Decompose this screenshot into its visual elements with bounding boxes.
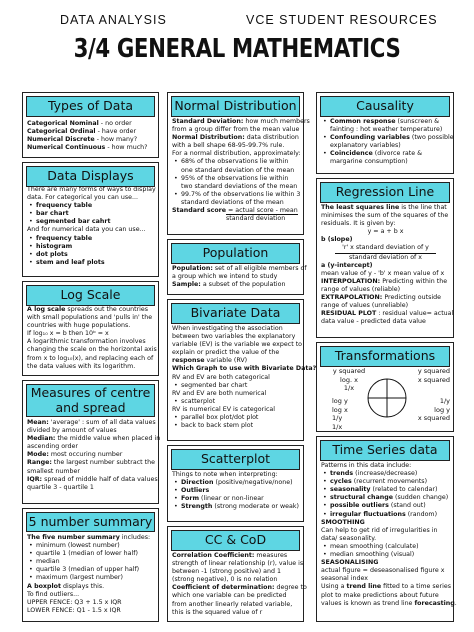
scatterplot-body: Things to note when interpreting: • Direction (positive/negative/none) • Outliers • Form (linear or non-linear • Strength (strong moderate or weak) — [172, 471, 300, 511]
text-line: smallest number — [27, 467, 80, 475]
text-line: A logarithmic transformation involves — [27, 338, 146, 346]
text-line: If log₁₀ x = b then 10ᵇ = x — [27, 330, 109, 338]
text-line: changing the scale on the horizontal axis — [27, 346, 157, 354]
text-line: Categorical Ordinal - have order — [27, 128, 137, 136]
causality-card — [316, 92, 454, 174]
list-item: • quartile 1 (median of lower half) — [27, 550, 155, 558]
text-line: with small populations and 'pulls in' the — [27, 314, 153, 322]
text-line: Numerical Continuous - how much? — [27, 144, 148, 152]
list-item: • mean smoothing (calculate) — [321, 543, 450, 551]
scatterplot-heading: Scatterplot — [171, 449, 300, 470]
numerical-intro: And for numerical data you can use... — [27, 226, 146, 234]
causality-body — [321, 118, 454, 167]
text-line: from another linearly related variable, — [172, 600, 293, 608]
list-item: • Confounding variables (two possible explanatory variables) — [321, 134, 450, 150]
text-line: Mode: most occuring number — [27, 451, 123, 459]
list-item: • 68% of the observations lie within one standard deviation of the mean — [172, 158, 300, 174]
text-line: When investigating the association — [172, 325, 283, 332]
text-line: countries with huge populations. — [27, 322, 131, 330]
list-item: • Form (linear or non-linear — [172, 495, 300, 503]
text-line: data value - predicted data value — [321, 318, 426, 326]
standard-score-formula: Standard score = actual score - mean — [172, 207, 298, 215]
list-item: • 99.7% of the observations lie within 3 standard deviations of the mean — [172, 191, 300, 207]
text-line: A log scale spreads out the countries — [27, 306, 149, 313]
text-line: (strong negative), 0 is no relation — [172, 576, 278, 584]
five-number-card — [22, 508, 159, 622]
types-of-data-heading: Types of Data — [26, 96, 155, 117]
text-line: Mean: 'average' : sum of all data values — [27, 419, 156, 426]
text-line: this is the squared value of r — [172, 608, 263, 616]
regression-body: The least squares line is the line that minimises the sum of the squares of the residuals. It is given by: y = a + b x b (slope) 'r' x standard deviation of y standard deviation of x a (y-intercept) mean value of y - 'b' x mean value of x INTERPOLATION: Predicting within the range of values (reliable) EXTRAPOLATION: Predicting outside range of values (unreliable) RESIDUAL PLOT : residual value= actual data value - predicted data value — [321, 204, 454, 326]
text-line: a group which we intend to study — [172, 273, 278, 281]
time-series-body: Patterns in this data include: • trends (increase/decrease) • cycles (recurrent movements) • seasonality (related to calendar) • structural change (sudden change) • possible outliers (stand out) • irregular fluctuations (random) SMOOTHING Can help to get rid of irregularities in data/ seasonality. • mean smoothing (calculate) • median smoothing (visual) SEASONALISING actual figure = deseasonalised figure x seasonal index Using a trend line fitted to a time series plot to make predictions about future values is known as trend line forecasting. — [321, 462, 450, 608]
list-item: • maximum (largest number) — [27, 574, 155, 582]
list-item: • frequency table — [27, 202, 155, 210]
five-number-body: The five number summary includes: • minimum (lowest number) • quartile 1 (median of lower half) • median • quartile 3 (median of upper half) • maximum (largest number) A boxplot displays this. To find outliers... UPPER FENCE: Q3 + 1.5 x IQR LOWER FENCE: Q1 - 1.5 x IQR — [27, 534, 155, 615]
transform-top-left: y squared log. x 1/x — [332, 367, 366, 393]
text-line: Sample: a subset of the population — [172, 281, 286, 289]
text-line: divided by amount of values — [27, 427, 117, 435]
text-line: Normal Distribution: data distribution — [172, 134, 299, 142]
centre-spread-card — [22, 380, 159, 504]
text-line: minimises the sum of the squares of the — [321, 212, 449, 220]
list-item: • minimum (lowest number) — [27, 542, 155, 550]
text-line: which one variable can be predicted — [172, 592, 287, 600]
regression-card — [316, 178, 454, 338]
text-line: Range: the largest number subtract the — [27, 459, 155, 467]
text-line: RESIDUAL PLOT : residual value= actual — [321, 310, 454, 318]
list-item: • irregular fluctuations (random) — [321, 511, 450, 519]
log-scale-body — [27, 306, 155, 371]
text-line: Population: set of all eligible members of — [172, 265, 307, 272]
causality-heading: Causality — [320, 96, 450, 117]
transformations-card — [316, 342, 454, 432]
transform-bottom-left: log y log x 1/y 1/x — [332, 397, 348, 431]
data-displays-intro-2: data. For categorical you can use... — [27, 194, 138, 202]
centre-spread-body — [27, 419, 161, 492]
scatterplot-card — [167, 445, 304, 522]
data-displays-card — [22, 162, 159, 277]
list-item: • scatterplot — [172, 398, 300, 406]
centre-spread-heading: Measures of centre and spread — [26, 384, 155, 417]
list-item: • segmented bar cahrt — [27, 218, 155, 226]
text-line: response variable (RV) — [172, 357, 248, 365]
transformations-body — [321, 367, 450, 431]
text-line: EXTRAPOLATION: Predicting outside — [321, 294, 441, 302]
text-line: quartile 3 - quartile 1 — [27, 483, 94, 491]
list-item: • parallel box plot/dot plot — [172, 414, 300, 422]
list-item: • cycles (recurrent movements) — [321, 478, 450, 486]
types-of-data-body — [27, 120, 155, 152]
list-item: • segmented bar chart — [172, 382, 300, 390]
list-item: • back to back stem plot — [172, 422, 300, 430]
bivariate-heading: Bivariate Data — [171, 303, 300, 324]
text-line: Median: the middle value when placed in — [27, 435, 161, 443]
header-right: VCE STUDENT RESOURCES — [246, 13, 438, 27]
bivariate-body: When investigating the association between two variables the explanatory variable (EV) is the variable we expect to explain or predict the value of the response variable (RV) Which Graph to use with Bivariate Data? RV and EV are both categorical • segmented bar chart RV and EV are both numerical • scatterplot RV is numerical EV is categorical • parallel box plot/dot plot • back to back stem plot — [172, 325, 300, 430]
text-line: Standard Deviation: how much members — [172, 118, 310, 125]
population-body — [172, 265, 307, 289]
text-line: Correlation Coefficient: measures — [172, 552, 288, 559]
data-displays-body — [27, 186, 155, 267]
list-item: • structural change (sudden change) — [321, 494, 450, 502]
normal-distribution-card — [167, 92, 310, 235]
list-item: • median smoothing (visual) — [321, 551, 450, 559]
list-item: • seasonality (related to calendar) — [321, 486, 450, 494]
list-item: • dot plots — [27, 251, 155, 259]
text-line: ascending order — [27, 443, 78, 451]
text-line: between -1 (strong positive) and 1 — [172, 568, 282, 576]
regression-heading: Regression Line — [320, 182, 450, 203]
normal-rule-list — [172, 158, 300, 207]
five-number-list — [27, 542, 155, 582]
data-displays-heading: Data Displays — [26, 166, 155, 187]
header-left: DATA ANALYSIS — [60, 13, 167, 27]
list-item: • histogram — [27, 243, 155, 251]
list-item: • possible outliers (stand out) — [321, 502, 450, 510]
text-line: mean value of y - 'b' x mean value of x — [321, 269, 445, 277]
text-line: explain or predict the value of the — [172, 349, 280, 357]
list-item: • Common response (sunscreen & fainting : hot weather temperature) — [321, 118, 450, 134]
list-item: • stem and leaf plots — [27, 259, 155, 267]
normal-distribution-body: Standard Deviation: how much members from a group differ from the mean value Normal Distribution: data distribution with a bell shape 68-95-99.7% rule. For a normal distribution, approximately: • 68% of the observations lie within one standard deviation of the mean • 95% of the observations lie within two standard deviations of the mean • 99.7% of the observations lie within 3 standard deviations of the mean Standard score = actual score - mean standard deviation — [172, 118, 300, 223]
list-item: • Coincidence (divorce rate & margarine consumption) — [321, 150, 450, 166]
text-line: the data values with its logarithm. — [27, 362, 136, 370]
list-item: • Outliers — [172, 487, 300, 495]
time-series-card — [316, 436, 457, 622]
bivariate-card — [167, 299, 317, 441]
text-line: Numerical Discrete - how many? — [27, 136, 138, 144]
list-item: • trends (increase/decrease) — [321, 470, 450, 478]
text-line: For a normal distribution, approximately: — [172, 150, 301, 158]
transform-top-right: y squared x squared — [417, 367, 450, 384]
population-card — [167, 239, 307, 295]
text-line: strength of linear relationship (r), value is — [172, 560, 304, 568]
population-heading: Population — [171, 243, 300, 264]
data-displays-intro-1: There are many forms of ways to display — [27, 186, 156, 193]
time-series-heading: Time Series data — [320, 440, 450, 461]
cc-cod-card — [167, 526, 307, 622]
list-item: • bar chart — [27, 210, 155, 218]
cc-cod-heading: CC & CoD — [171, 530, 300, 551]
text-line: between two variables the explanatory — [172, 333, 296, 341]
regression-equation: y = a + b x — [367, 228, 404, 236]
page-title: 3/4 GENERAL MATHEMATICS — [73, 34, 401, 64]
text-line: INTERPOLATION: Predicting within the — [321, 277, 448, 285]
text-line: with a bell shape 68-95-99.7% rule. — [172, 142, 285, 150]
text-line: residuals. It is given by: — [321, 220, 396, 228]
list-item: • Direction (positive/negative/none) — [172, 479, 300, 487]
text-line: Which Graph to use with Bivariate Data? — [172, 365, 317, 373]
text-line: The least squares line is the line that — [321, 204, 447, 211]
text-line: variable (EV) is the variable we expect to — [172, 341, 303, 349]
list-item: • quartile 3 (median of upper half) — [27, 566, 155, 574]
list-item: • median — [27, 558, 155, 566]
text-line: IQR: spread of middle half of data values: — [27, 475, 160, 483]
numerical-display-list — [27, 235, 155, 267]
transform-bottom-right: 1/y log y x squared — [417, 397, 450, 423]
normal-distribution-heading: Normal Distribution — [171, 96, 300, 117]
text-line: from a group differ from the mean value — [172, 126, 300, 134]
text-line: from x to log₁₀(x), and replacing each of — [27, 354, 154, 362]
cc-cod-body — [172, 552, 307, 617]
list-item: • 95% of the observations lie within two standard deviations of the mean — [172, 175, 300, 191]
text-line: Coefficient of determination: degree to — [172, 584, 307, 592]
categorical-display-list — [27, 202, 155, 226]
transformation-circle-diagram — [367, 367, 407, 429]
text-line: RV and EV are both categorical — [172, 373, 270, 381]
list-item: • frequency table — [27, 235, 155, 243]
transformations-heading: Transformations — [320, 346, 450, 367]
list-item: • Strength (strong moderate or weak) — [172, 503, 300, 511]
text-line: Categorical Nominal - no order — [27, 120, 132, 127]
types-of-data-card — [22, 92, 159, 158]
five-number-heading: 5 number summary — [26, 512, 155, 532]
log-scale-heading: Log Scale — [26, 285, 155, 306]
text-line: range of values (unreliable) — [321, 302, 409, 310]
log-scale-card — [22, 281, 159, 376]
text-line: range of values (reliable) — [321, 285, 401, 293]
